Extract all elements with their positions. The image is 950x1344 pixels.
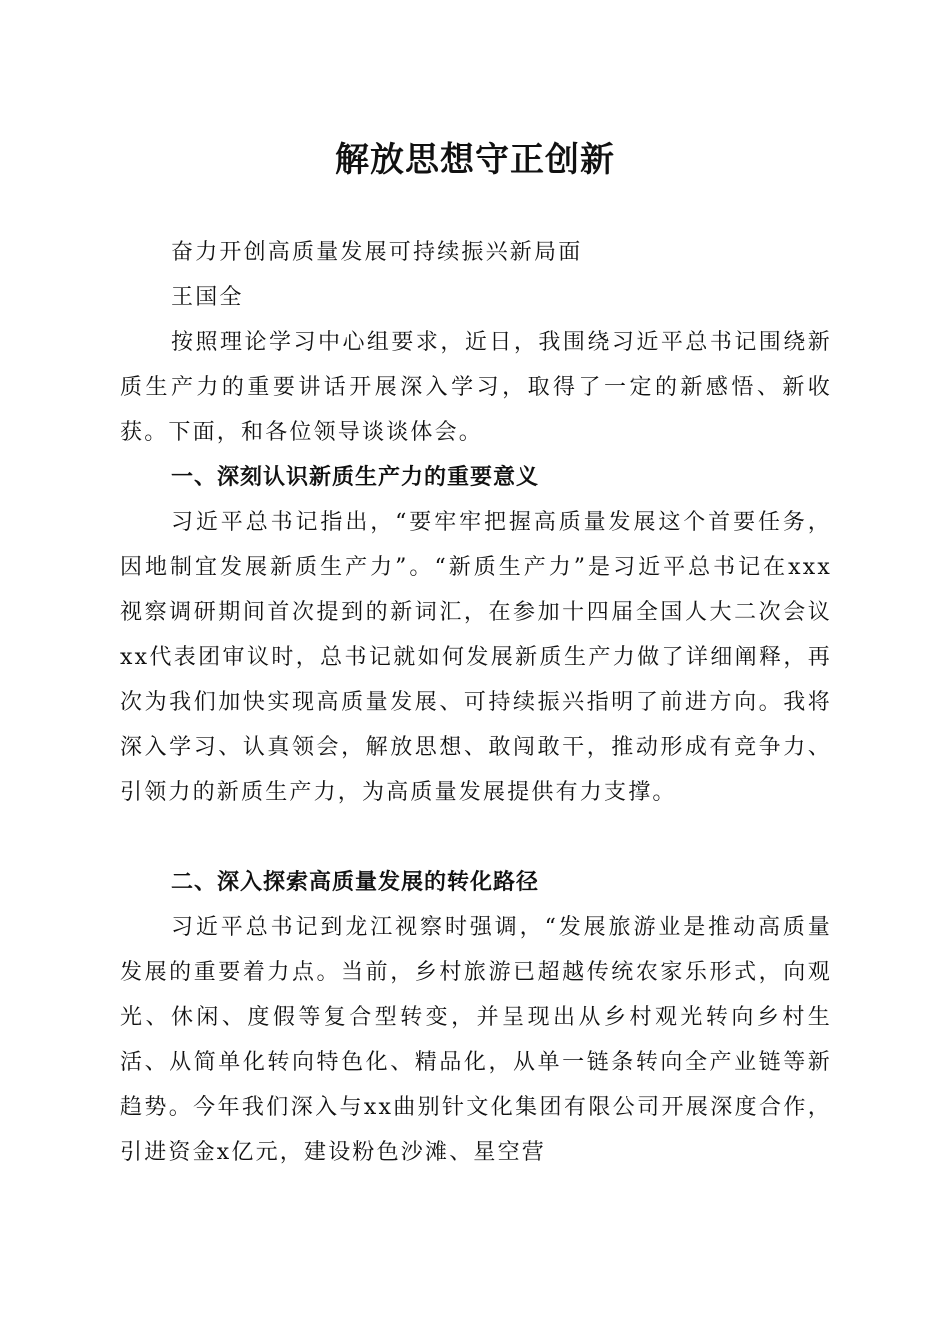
- section-heading-2: 二、深入探索高质量发展的转化路径: [171, 870, 540, 895]
- author-name: 王国全: [171, 285, 244, 310]
- document-title: 解放思想守正创新: [335, 140, 615, 180]
- intro-paragraph: 按照理论学习中心组要求，近日，我围绕习近平总书记围绕新质生产力的重要讲话开展深入学习，取得了一定的新感悟、新收获。下面，和各位领导谈谈体会。: [120, 330, 832, 445]
- document-subtitle: 奋力开创高质量发展可持续振兴新局面: [171, 240, 583, 265]
- section-body-1: 习近平总书记指出，“要牢牢把握高质量发展这个首要任务，因地制宜发展新质生产力”。“新质生产力”是习近平总书记在xxx视察调研期间首次提到的新词汇，在参加十四届全国人大二次会议xx代表团审议时，总书记就如何发展新质生产力做了详细阐释，再次为我们加快实现高质量发展、可持续振兴指明了前进方向。我将深入学习、认真领会，解放思想、敢闯敢干，推动形成有竞争力、引领力的新质生产力，为高质量发展提供有力支撑。: [120, 510, 832, 805]
- section-heading-1: 一、深刻认识新质生产力的重要意义: [171, 465, 540, 490]
- section-body-2: 习近平总书记到龙江视察时强调，“发展旅游业是推动高质量发展的重要着力点。当前，乡村旅游已超越传统农家乐形式，向观光、休闲、度假等复合型转变，并呈现出从乡村观光转向乡村生活、从简单化转向特色化、精品化，从单一链条转向全产业链等新趋势。今年我们深入与xx曲别针文化集团有限公司开展深度合作，引进资金x亿元，建设粉色沙滩、星空营: [120, 915, 832, 1165]
